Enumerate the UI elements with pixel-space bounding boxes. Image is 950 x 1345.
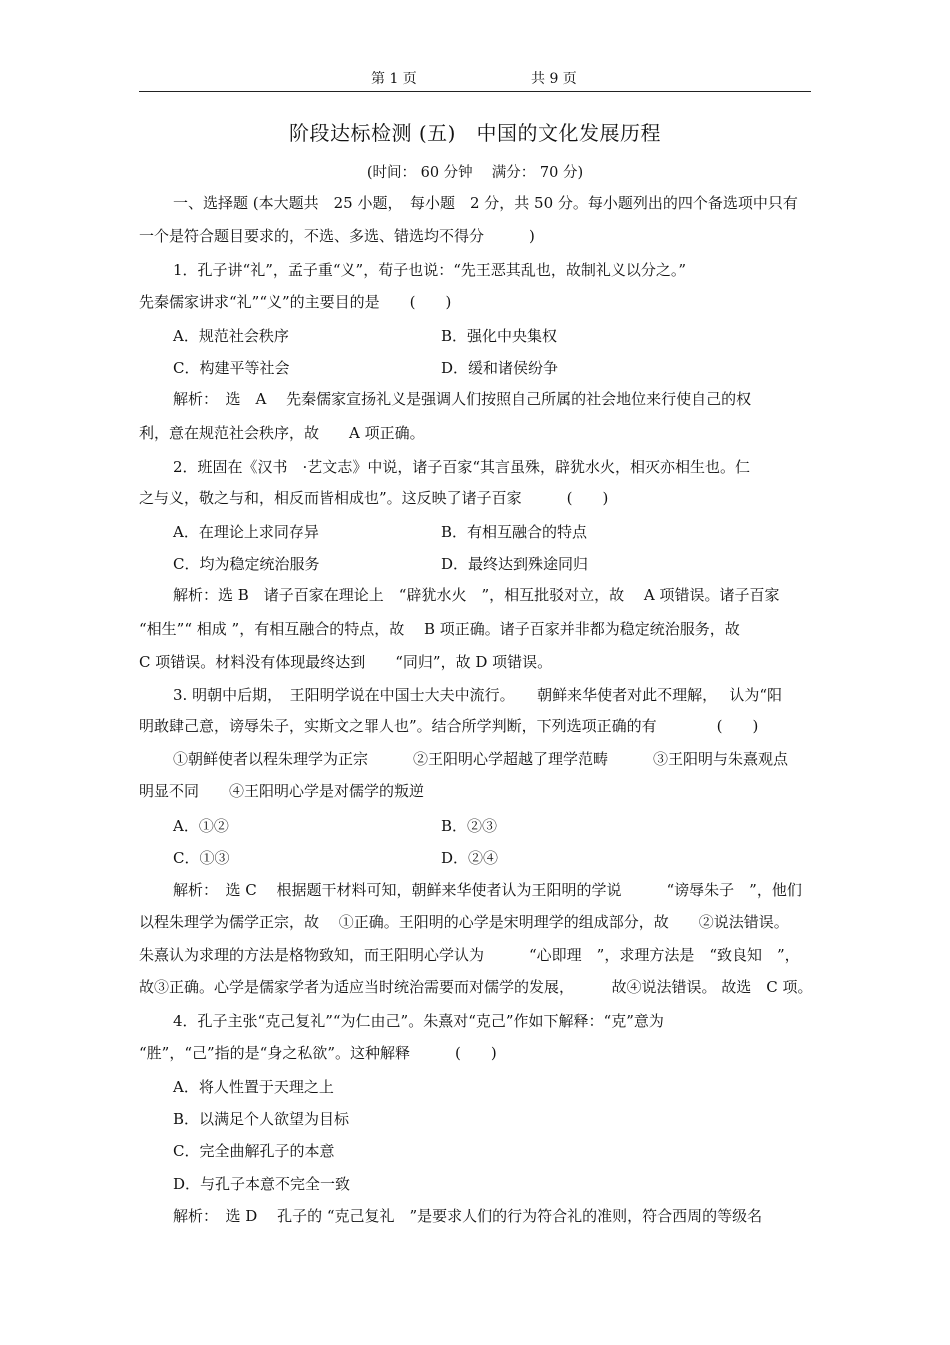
q4-option-d: D．与孔子本意不完全一致	[173, 1175, 351, 1193]
q1-option-b: B．强化中央集权	[441, 327, 558, 345]
section-intro-line2: 一个是符合题目要求的，不选、多选、错选均不得分 )	[139, 227, 535, 245]
q2-stem-line1: 2．班固在《汉书 ·艺文志》中说，诸子百家“其言虽殊，辟犹水火，相灭亦相生也。仁	[173, 458, 750, 476]
q2-option-c: C．均为稳定统治服务	[173, 555, 320, 573]
q1-option-a: A．规范社会秩序	[173, 327, 289, 345]
q3-option-d: D．②④	[441, 849, 499, 867]
q2-option-b: B．有相互融合的特点	[441, 523, 588, 541]
page-number: 第 1 页	[371, 71, 417, 87]
q2-analysis-line3: C 项错误。材料没有体现最终达到 “同归”，故 D 项错误。	[139, 653, 553, 671]
q3-option-c: C．①③	[173, 849, 230, 867]
q3-analysis-line2: 以程朱理学为儒学正宗，故 ①正确。王阳明的心学是宋明理学的组成部分，故 ②说法错误。	[139, 913, 789, 931]
q4-option-b: B．以满足个人欲望为目标	[173, 1110, 350, 1128]
q3-stem-line1: 3. 明朝中后期， 王阳明学说在中国士大夫中流行。 朝鲜来华使者对此不理解， 认为“阳	[173, 686, 783, 704]
q2-option-a: A．在理论上求同存异	[173, 523, 319, 541]
q3-statements-line1: ①朝鲜使者以程朱理学为正宗 ②王阳明心学超越了理学范畴 ③王阳明与朱熹观点	[173, 750, 789, 768]
q3-analysis-line4: 故③正确。心学是儒家学者为适应当时统治需要而对儒学的发展， 故④说法错误。 故选 C 项。	[139, 978, 813, 996]
q1-stem-line1: 1．孔子讲“礼”，孟子重“义”，荀子也说：“先王恶其乱也，故制礼义以分之。”	[173, 261, 687, 279]
q3-statements-line2: 明显不同 ④王阳明心学是对儒学的叛逆	[139, 782, 425, 800]
q1-analysis-line1: 解析： 选 A 先秦儒家宣扬礼义是强调人们按照自己所属的社会地位来行使自己的权	[173, 390, 752, 408]
document-title: 阶段达标检测 (五) 中国的文化发展历程	[289, 121, 661, 145]
page-header	[139, 64, 811, 92]
q1-option-c: C．构建平等社会	[173, 359, 290, 377]
q3-stem-line2: 明敢肆己意，谤辱朱子，实斯文之罪人也”。结合所学判断，下列选项正确的有 ( )	[139, 717, 759, 735]
q1-stem-line2: 先秦儒家讲求“礼”“义”的主要目的是 ( )	[139, 293, 452, 311]
q3-option-a: A．①②	[173, 817, 229, 835]
q4-analysis-line1: 解析： 选 D 孔子的 “克己复礼 ”是要求人们的行为符合礼的准则，符合西周的等级名	[173, 1207, 763, 1225]
q2-stem-line2: 之与义，敬之与和，相反而皆相成也”。这反映了诸子百家 ( )	[139, 489, 609, 507]
q4-option-a: A．将人性置于天理之上	[173, 1078, 334, 1096]
q2-analysis-line1: 解析：选 B 诸子百家在理论上 “辟犹水火 ”，相互批驳对立，故 A 项错误。诸子百家	[173, 586, 780, 604]
document-subtitle: (时间： 60 分钟 满分： 70 分)	[366, 165, 584, 181]
q1-analysis-line2: 利，意在规范社会秩序，故 A 项正确。	[139, 424, 425, 442]
page-total: 共 9 页	[531, 71, 577, 87]
section-intro-line1: 一、选择题 (本大题共 25 小题， 每小题 2 分，共 50 分。每小题列出的四个备选项中只有	[173, 194, 798, 212]
q2-option-d: D．最终达到殊途同归	[441, 555, 589, 573]
q4-option-c: C．完全曲解孔子的本意	[173, 1142, 335, 1160]
q4-stem-line1: 4．孔子主张“克己复礼”“为仁由己”。朱熹对“克己”作如下解释：“克”意为	[173, 1012, 664, 1030]
q2-analysis-line2: “相生”“ 相成 ”，有相互融合的特点，故 B 项正确。诸子百家并非都为稳定统治服务，故	[139, 620, 740, 638]
q3-analysis-line1: 解析： 选 C 根据题干材料可知，朝鲜来华使者认为王阳明的学说 “谤辱朱子 ”，他们	[173, 881, 802, 899]
q4-stem-line2: “胜”，“己”指的是“身之私欲”。这种解释 ( )	[139, 1044, 497, 1062]
q3-option-b: B．②③	[441, 817, 498, 835]
q1-option-d: D．缓和诸侯纷争	[441, 359, 559, 377]
q3-analysis-line3: 朱熹认为求理的方法是格物致知，而王阳明心学认为 “心即理 ”，求理方法是 “致良知 ”，	[139, 946, 800, 964]
